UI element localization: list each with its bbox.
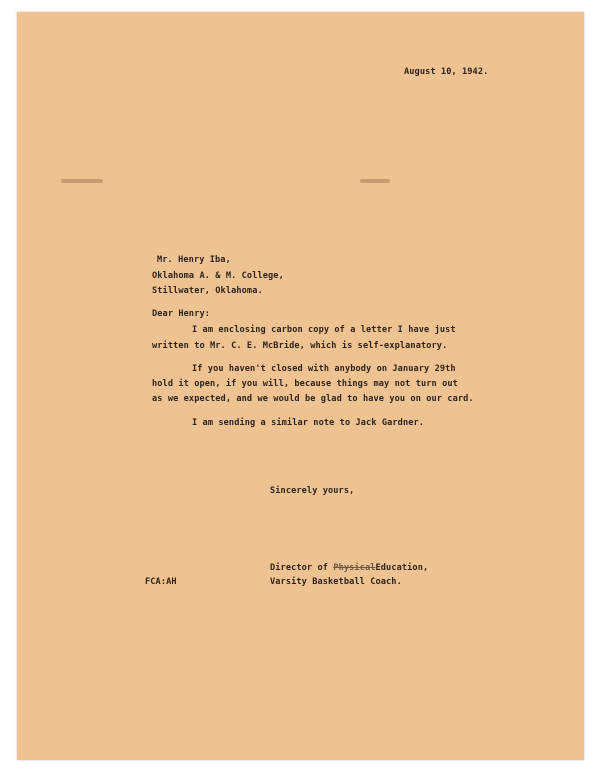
address-line-city: Stillwater, Oklahoma. — [152, 286, 263, 296]
address-line-name: Mr. Henry Iba, — [157, 255, 231, 265]
typist-initials: FCA:AH — [145, 577, 177, 587]
paragraph1-line2: written to Mr. C. E. McBride, which is self-explanatory. — [152, 341, 448, 351]
signature-title-line1 — [270, 563, 428, 573]
paragraph1-line1: I am enclosing carbon copy of a letter I have just — [192, 325, 456, 335]
signature-title-struck-word: Physical — [333, 563, 376, 573]
address-line-college: Oklahoma A. & M. College, — [152, 271, 284, 281]
closing: Sincerely yours, — [270, 486, 355, 496]
paragraph3: I am sending a similar note to Jack Gardner. — [192, 418, 425, 428]
letter-date: August 10, 1942. — [404, 67, 489, 77]
letter-page — [17, 12, 584, 760]
signature-title-suffix: Education, — [375, 563, 429, 573]
smudge-mark-right — [360, 179, 390, 183]
paragraph2-line1: If you haven't closed with anybody on January 29th — [192, 364, 456, 374]
paragraph2-line3: as we expected, and we would be glad to have you on our card. — [152, 394, 474, 404]
smudge-mark-left — [61, 179, 103, 183]
paragraph2-line2: hold it open, if you will, because things may not turn out — [152, 379, 458, 389]
salutation: Dear Henry: — [152, 309, 211, 319]
signature-title-prefix: Director of — [270, 563, 334, 573]
signature-title-line2: Varsity Basketball Coach. — [270, 577, 402, 587]
